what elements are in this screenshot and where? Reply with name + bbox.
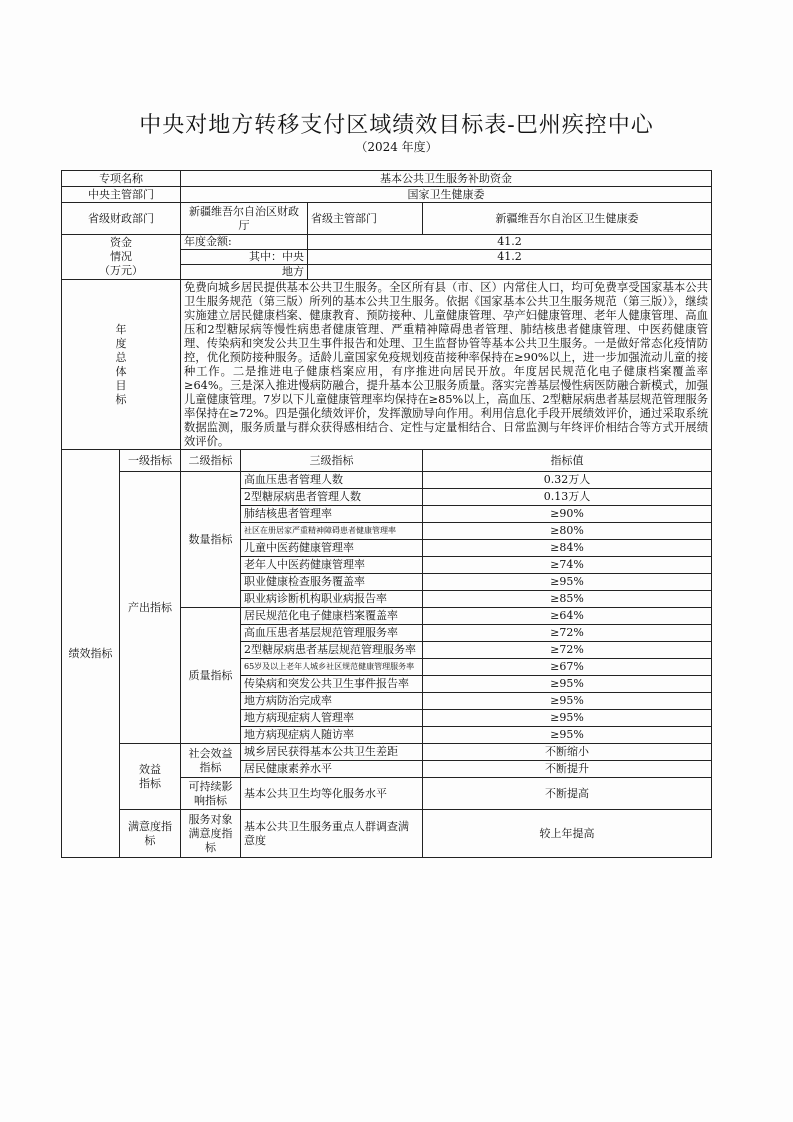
prov-fin-value: 新疆维吾尔自治区财政厅 <box>181 203 308 235</box>
indicator-value: ≥64% <box>423 608 712 625</box>
indicator-name: 老年人中医药健康管理率 <box>241 557 423 574</box>
central-amount-value: 41.2 <box>308 250 712 265</box>
indicator-value: ≥85% <box>423 591 712 608</box>
indicator-value: ≥90% <box>423 506 712 523</box>
indicator-name: 职业健康检查服务覆盖率 <box>241 574 423 591</box>
table-row <box>62 744 712 761</box>
indicator-name: 传染病和突发公共卫生事件报告率 <box>241 676 423 693</box>
benefit-label: 效益 指标 <box>120 744 181 810</box>
quantity-label: 数量指标 <box>181 472 241 608</box>
indicator-name: 基本公共卫生均等化服务水平 <box>241 778 423 810</box>
indicator-value: 不断提高 <box>423 778 712 810</box>
annual-amount-label: 年度金额: <box>181 235 308 250</box>
indicator-name: 高血压患者基层规范管理服务率 <box>241 625 423 642</box>
quality-label: 质量指标 <box>181 608 241 744</box>
indicator-value: 不断缩小 <box>423 744 712 761</box>
annual-goal-row <box>62 280 712 450</box>
funds-label-2: 情况 <box>110 250 132 263</box>
funds-label <box>62 235 181 280</box>
central-dept-label: 中央主管部门 <box>62 187 181 203</box>
indicator-name: 儿童中医药健康管理率 <box>241 540 423 557</box>
performance-table <box>61 170 712 858</box>
indicator-value: 0.32万人 <box>423 472 712 489</box>
table-row <box>62 472 712 489</box>
table-row <box>62 810 712 858</box>
indicator-value: ≥72% <box>423 642 712 659</box>
indicator-value: ≥84% <box>423 540 712 557</box>
indicator-name: 肺结核患者管理率 <box>241 506 423 523</box>
indicator-value: ≥95% <box>423 676 712 693</box>
indicator-name: 地方病现症病人随访率 <box>241 727 423 744</box>
indicator-name: 2型糖尿病患者基层规范管理服务率 <box>241 642 423 659</box>
header-level1: 一级指标 <box>120 450 181 472</box>
indicator-name: 高血压患者管理人数 <box>241 472 423 489</box>
funds-label-1: 资金 <box>110 236 132 249</box>
project-row <box>62 171 712 187</box>
indicator-value: ≥74% <box>423 557 712 574</box>
annual-amount-value: 41.2 <box>308 235 712 250</box>
annual-goal-text: 免费向城乡居民提供基本公共卫生服务。全区所有县（市、区）内常住人口，均可免费享受国家基本公共卫生服务规范（第三版）所列的基本公共卫生服务。依据《国家基本公共卫生服务规范（第三版）》，继续实施建立居民健康档案、健康教育、预防接种、儿童健康管理、孕产妇健康管理、老年人健康管理、高血压和2型糖尿病等慢性病患者健康管理、严重精神障碍患者管理、肺结核患者健康管理、中医药健康管理、传染病和突发公共卫生事件报告和处理、卫生监督协管等基本公共卫生服务。一是做好常态化疫情防控，优化预防接种服务。适龄儿童国家免疫规划疫苗接种率保持在≥90%以上，进一步加强流动儿童的接种工作。二是推进电子健康档案应用，有序推进向居民开放。年度居民规范化电子健康档案覆盖率≥64%。三是深入推进慢病防融合，提升基本公卫服务质量。落实完善基层慢性病医防融合新模式，加强儿童健康管理。7岁以下儿童健康管理率均保持在≥85%以上，高血压、2型糖尿病患者基层规范管理服务率保持在≥72%。四是强化绩效评价，发挥激励导向作用。利用信息化手段开展绩效评价，通过采取系统数据监测，服务质量与群众获得感相结合、定性与定量相结合、日常监测与年终评价相结合等方式开展绩效评价。 <box>181 280 712 450</box>
funds-annual-row <box>62 235 712 250</box>
central-dept-row <box>62 187 712 203</box>
indicator-name: 社区在册居家严重精神障碍患者健康管理率 <box>241 523 423 540</box>
satisfaction-sub-label: 服务对象满意度指标 <box>181 810 241 858</box>
indicator-name: 地方病防治完成率 <box>241 693 423 710</box>
indicator-value: ≥95% <box>423 574 712 591</box>
prov-dept-value: 新疆维吾尔自治区卫生健康委 <box>423 203 712 235</box>
local-amount-label: 地方 <box>181 265 308 280</box>
prov-fin-label: 省级财政部门 <box>62 203 181 235</box>
indicator-value: ≥72% <box>423 625 712 642</box>
sustain-label: 可持续影响指标 <box>181 778 241 810</box>
header-value: 指标值 <box>423 450 712 472</box>
indicator-name: 65岁及以上老年人城乡社区规范健康管理服务率 <box>241 659 423 676</box>
indicator-name: 职业病诊断机构职业病报告率 <box>241 591 423 608</box>
indicator-value: ≥95% <box>423 710 712 727</box>
header-level2: 二级指标 <box>181 450 241 472</box>
indicator-name: 城乡居民获得基本公共卫生差距 <box>241 744 423 761</box>
page-title: 中央对地方转移支付区域绩效目标表-巴州疾控中心 <box>139 113 654 138</box>
indicator-name: 基本公共卫生服务重点人群调查满意度 <box>241 810 423 858</box>
page-year: （2024 年度） <box>355 140 438 154</box>
output-label: 产出指标 <box>120 472 181 744</box>
perf-header-row <box>62 450 712 472</box>
indicator-value: 0.13万人 <box>423 489 712 506</box>
prov-row <box>62 203 712 235</box>
indicator-value: ≥67% <box>423 659 712 676</box>
indicator-name: 地方病现症病人管理率 <box>241 710 423 727</box>
indicator-value: ≥95% <box>423 727 712 744</box>
project-value: 基本公共卫生服务补助资金 <box>181 171 712 187</box>
prov-dept-label: 省级主管部门 <box>308 203 423 235</box>
indicator-name: 居民规范化电子健康档案覆盖率 <box>241 608 423 625</box>
project-label: 专项名称 <box>62 171 181 187</box>
indicator-value: 较上年提高 <box>423 810 712 858</box>
header-level3: 三级指标 <box>241 450 423 472</box>
local-amount-value <box>308 265 712 280</box>
indicator-value: ≥80% <box>423 523 712 540</box>
satisfaction-label: 满意度指标 <box>120 810 181 858</box>
indicator-name: 2型糖尿病患者管理人数 <box>241 489 423 506</box>
funds-label-3: （万元） <box>99 264 143 277</box>
indicator-value: ≥95% <box>423 693 712 710</box>
social-label: 社会效益指标 <box>181 744 241 778</box>
central-dept-value: 国家卫生健康委 <box>181 187 712 203</box>
annual-goal-label: 年 度 总 体 目 标 <box>62 280 181 450</box>
central-amount-label: 其中：中央 <box>181 250 308 265</box>
perf-label: 绩效指标 <box>62 450 120 858</box>
indicator-name: 居民健康素养水平 <box>241 761 423 778</box>
indicator-value: 不断提升 <box>423 761 712 778</box>
